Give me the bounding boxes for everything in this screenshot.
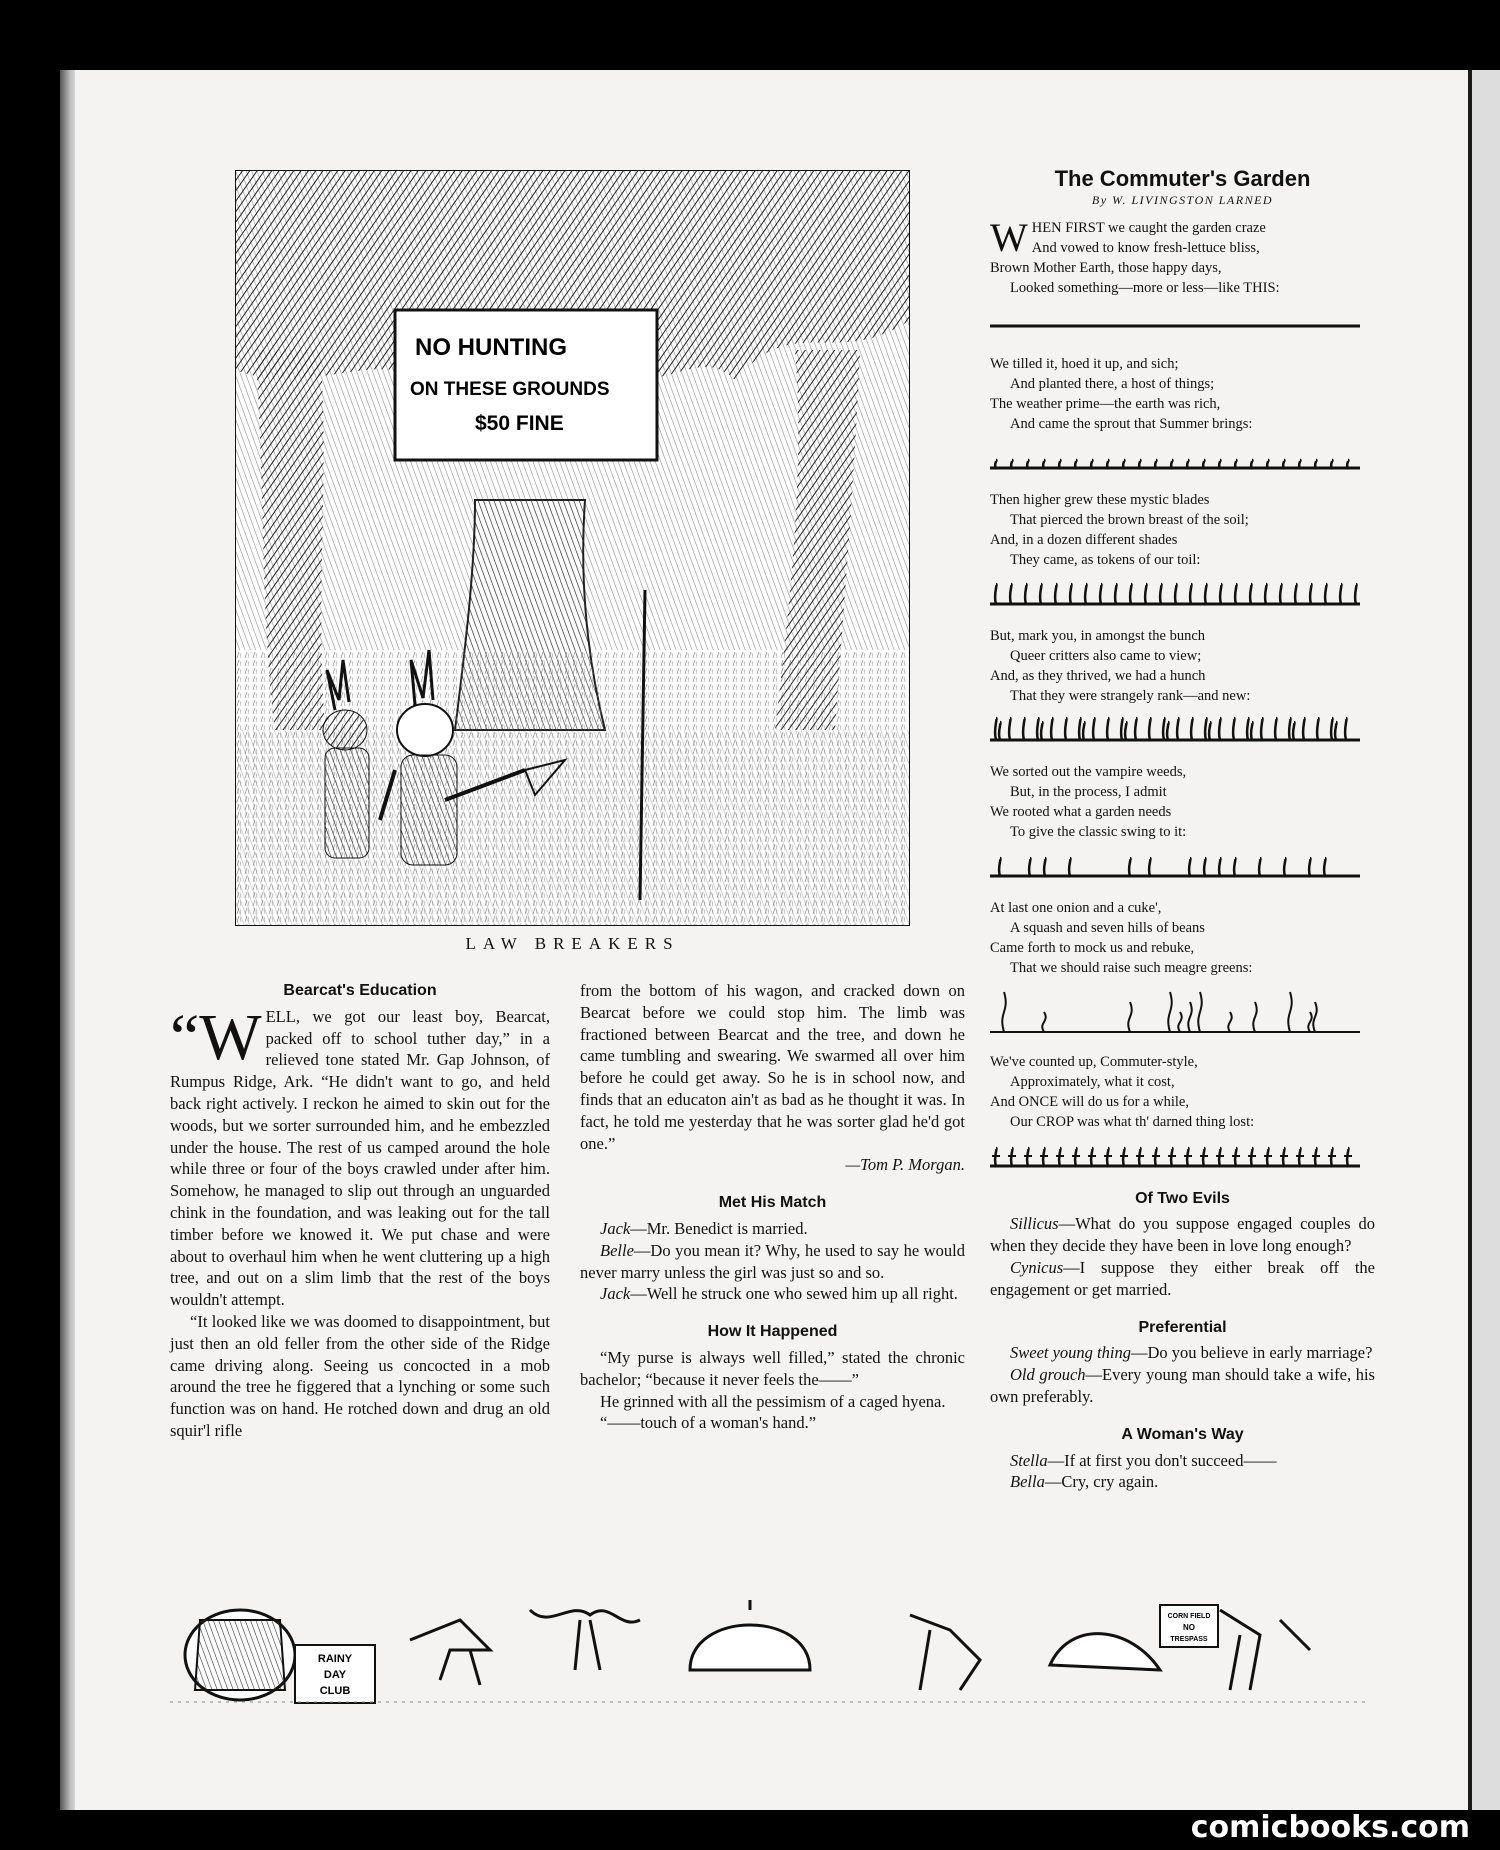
happened-paragraph-2: He grinned with all the pessimism of a caged hyena. [600, 1391, 946, 1411]
field-sign-line-2: NO [1183, 1623, 1195, 1632]
garden-byline: By W. LIVINGSTON LARNED [1091, 192, 1274, 207]
evils-heading: Of Two Evils [1135, 1189, 1230, 1207]
bearcat-dropcap: “W [170, 1000, 262, 1074]
evils-line: Cynicus—I suppose they either break off the engagement or get married. [990, 1257, 1375, 1299]
preferential-line: Sweet young thing—Do you believe in early marriage? [1010, 1343, 1373, 1363]
preferential-heading: Preferential [1138, 1318, 1227, 1336]
garden-drawing-dollars [990, 1140, 1360, 1170]
column-3 [990, 168, 1375, 1493]
sign-line-3: $50 FINE [475, 412, 564, 435]
next-page-edge [1468, 70, 1500, 1810]
happened-paragraph-3: “——touch of a woman's hand.” [600, 1413, 817, 1433]
garden-drawing-vegetables [990, 986, 1360, 1034]
garden-drawing-weeds [990, 714, 1360, 744]
garden-stanza-6: At last one onion and a cuke', A squash and seven hills of beans Came forth to mock us and rebuke, That we should raise such meagre greens: [990, 899, 1253, 976]
garden-drawing-bare [990, 306, 1360, 336]
law-breakers-illustration [235, 170, 910, 926]
club-sign-line-1: RAINY [317, 1653, 353, 1665]
field-sign-line-3: TRESPASS [1170, 1636, 1208, 1643]
bearcat-paragraph-3: from the bottom of his wagon, and cracked down on Bearcat before we could stop him. The limb was fractioned between Bearcat and the tree, and down he came tumbling and swearing. We swarmed all over him before he could get away. So he is in school now, and finds that an educaton ain't as bad as he thought it was. In fact, he told me yesterday that he was sorter glad he'd got one.” [580, 981, 965, 1153]
watermark: comicbooks.com [1190, 1810, 1470, 1845]
evils-line: Sillicus—What do you suppose engaged couples do when they decide they have been in love long enough? [990, 1214, 1375, 1256]
womans-way-heading: A Woman's Way [1121, 1425, 1244, 1443]
sign-line-1: NO HUNTING [415, 334, 567, 361]
garden-stanza-2: We tilled it, hoed it up, and sich; And planted there, a host of things; The weather prime—the earth was rich, And came the sprout that Summer brings: [990, 355, 1253, 432]
match-heading: Met His Match [718, 1194, 827, 1212]
garden-dropcap: W [990, 214, 1028, 260]
garden-stanza-4: But, mark you, in amongst the bunch Queer critters also came to view; And, as they thrived, we had a hunch That they were strangely rank—and new: [990, 627, 1251, 704]
club-sign-line-2: DAY [323, 1669, 347, 1681]
garden-drawing-sprouts [990, 442, 1360, 472]
club-sign-line-3: CLUB [319, 1685, 351, 1697]
bearcat-paragraph-2: “It looked like we was doomed to disappointment, but just then an old feller from the other side of the Ridge came driving along. Seeing us concocted in a mob around the tree he figgered that a lynching or some such function was on hand. He rotched down and drug an old squir'l rifle [170, 1311, 550, 1440]
garden-stanza-5: We sorted out the vampire weeds, But, in the process, I admit We rooted what a garden needs To give the classic swing to it: [990, 763, 1187, 840]
preferential-line: Old grouch—Every young man should take a wife, his own preferably. [990, 1365, 1375, 1406]
garden-stanza-1: W HEN FIRST we caught the garden craze And vowed to know fresh-lettuce bliss, Brown Mother Earth, those happy days, Looked something—more or less—like THIS: [990, 214, 1280, 296]
garden-stanza-7: We've counted up, Commuter-style, Approximately, what it cost, And ONCE will do us for a while, Our CROP was what th' darned thing lost: [990, 1053, 1255, 1130]
match-line: Jack—Mr. Benedict is married. [600, 1218, 808, 1238]
bearcat-author: —Tom P. Morgan. [845, 1155, 965, 1175]
garden-drawing-sparse [990, 850, 1360, 880]
womans-way-line: Bella—Cry, cry again. [1010, 1472, 1159, 1492]
column-1 [170, 980, 550, 1442]
bearcat-paragraph-1: ELL, we got our least boy, Bearcat, packed off to school tuther day,” in a relieved tone stated Mr. Gap Johnson, of Rumpus Ridge, Ark. “He didn't want to go, and held back right actively. I reckon he aimed to skin out for the woods, but we sorter surrounded him, and he embezzled under the house. The rest of us camped around the hole while three or four of the boys crawled under after him. Somehow, he managed to slip out through an unguarded chink in the foundation, and was leaking out for the tall timber before we knowed it. We put chase and were about to overhaul him when he went cluttering up a high tree, and out on a slim limb that the rest of the boys wouldn't attempt. [170, 1006, 550, 1310]
garden-stanza-3: Then higher grew these mystic blades That pierced the brown breast of the soil; And, in a dozen different shades They came, as tokens of our toil: [990, 491, 1249, 568]
happened-heading: How It Happened [707, 1323, 838, 1341]
column-2 [580, 980, 965, 1434]
garden-drawing-blades [990, 578, 1360, 608]
illustration-caption: LAW BREAKERS [465, 934, 680, 953]
womans-way-line: Stella—If at first you don't succeed—— [1010, 1450, 1277, 1470]
match-line: Belle—Do you mean it? Why, he used to say he would never marry unless the girl was just so and so. [580, 1240, 965, 1282]
rainy-day-club-border [170, 1590, 1370, 1710]
field-sign-line-1: CORN FIELD [1167, 1613, 1211, 1620]
barrel-drawing [185, 1610, 295, 1700]
happened-paragraph-1: “My purse is always well filled,” stated the chronic bachelor; “because it never feels the——” [580, 1347, 965, 1389]
sign-line-2: ON THESE GROUNDS [410, 379, 610, 400]
match-line: Jack—Well he struck one who sewed him up all right. [600, 1284, 958, 1304]
garden-title: The Commuter's Garden [1054, 166, 1311, 191]
bearcat-heading: Bearcat's Education [283, 982, 437, 999]
